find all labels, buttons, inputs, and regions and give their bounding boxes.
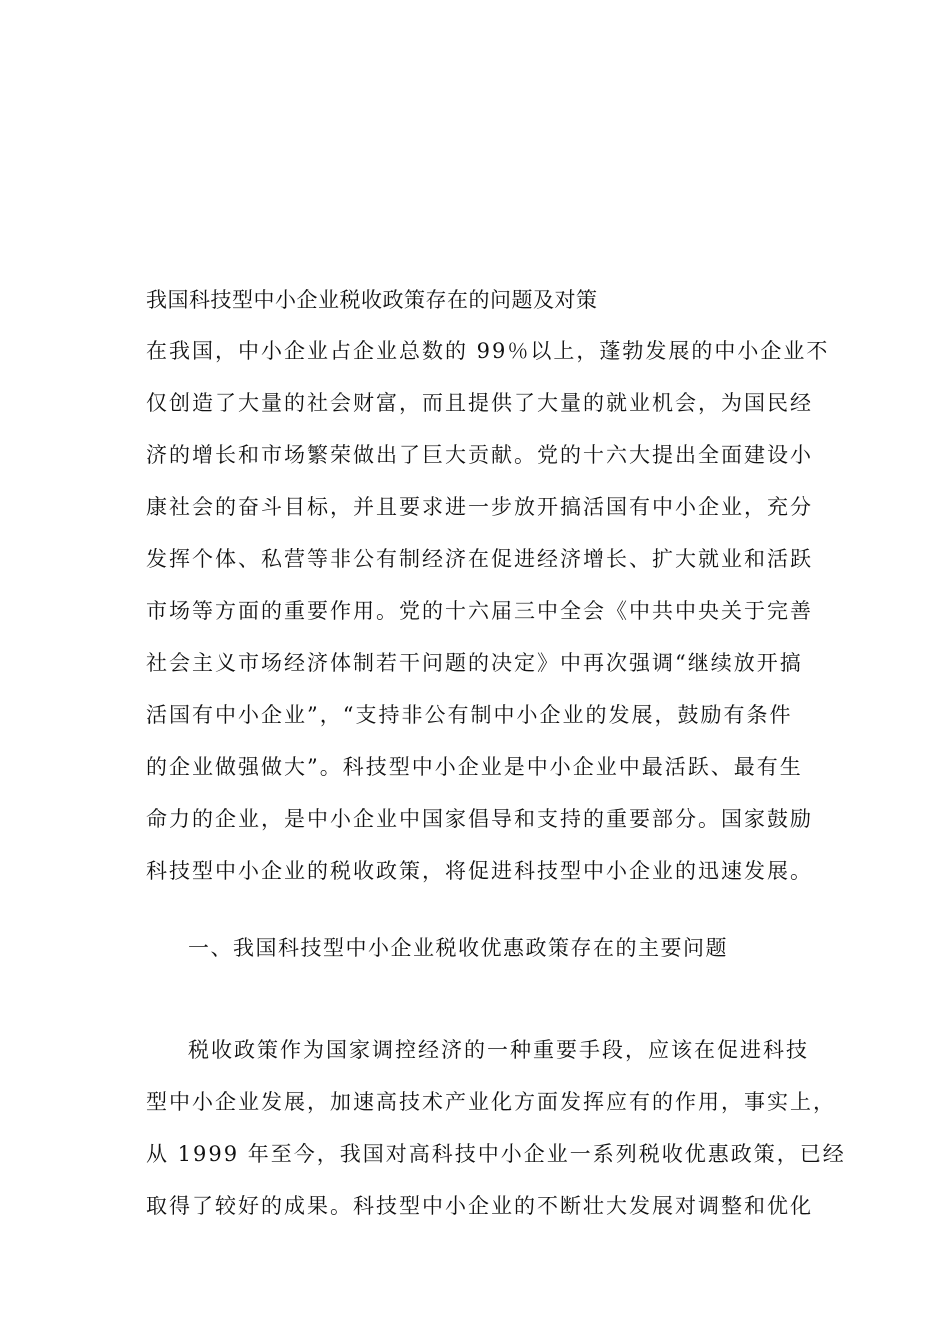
paragraph-line: 活国有中小企业”，“支持非公有制中小企业的发展，鼓励有条件 bbox=[146, 703, 793, 727]
paragraph-line: 命力的企业，是中小企业中国家倡导和支持的重要部分。国家鼓励 bbox=[146, 807, 813, 831]
paragraph-line: 仅创造了大量的社会财富，而且提供了大量的就业机会，为国民经 bbox=[146, 391, 813, 415]
paragraph-line: 市场等方面的重要作用。党的十六届三中全会《中共中央关于完善 bbox=[146, 599, 813, 623]
paragraph-line: 发挥个体、私营等非公有制经济在促进经济增长、扩大就业和活跃 bbox=[146, 547, 813, 571]
paragraph-line: 济的增长和市场繁荣做出了巨大贡献。党的十六大提出全面建设小 bbox=[146, 443, 813, 467]
paragraph-line: 康社会的奋斗目标，并且要求进一步放开搞活国有中小企业，充分 bbox=[146, 495, 813, 519]
paragraph-line: 的企业做强做大”。科技型中小企业是中小企业中最活跃、最有生 bbox=[146, 755, 803, 779]
section-heading: 一、我国科技型中小企业税收优惠政策存在的主要问题 bbox=[188, 936, 728, 960]
paragraph-line: 在我国，中小企业占企业总数的 99％以上，蓬勃发展的中小企业不 bbox=[146, 339, 830, 363]
paragraph-line: 型中小企业发展，加速高技术产业化方面发挥应有的作用，事实上， bbox=[146, 1090, 836, 1114]
paragraph-line: 从 1999 年至今，我国对高科技中小企业一系列税收优惠政策，已经 bbox=[146, 1142, 846, 1166]
document-title: 我国科技型中小企业税收政策存在的问题及对策 bbox=[146, 288, 598, 312]
intro-paragraph bbox=[146, 325, 830, 897]
paragraph-line: 科技型中小企业的税收政策，将促进科技型中小企业的迅速发展。 bbox=[146, 859, 813, 883]
paragraph-line: 社会主义市场经济体制若干问题的决定》中再次强调“继续放开搞 bbox=[146, 651, 803, 675]
paragraph-line: 取得了较好的成果。科技型中小企业的不断壮大发展对调整和优化 bbox=[146, 1194, 813, 1218]
section-paragraph bbox=[146, 1024, 846, 1232]
paragraph-line: 税收政策作为国家调控经济的一种重要手段，应该在促进科技 bbox=[188, 1038, 809, 1062]
